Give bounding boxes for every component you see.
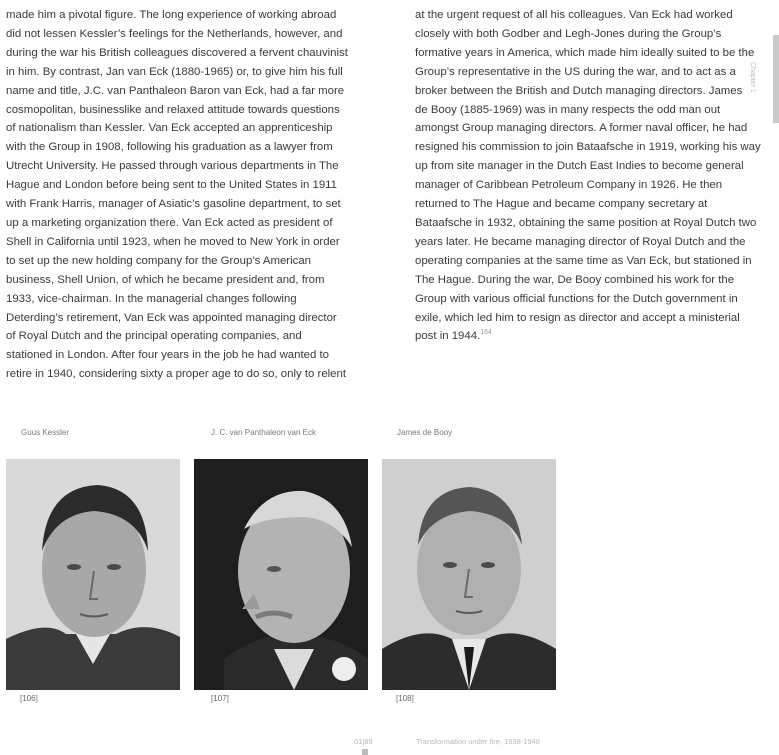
body-left-line: of Royal Dutch and the principal operating companies, and xyxy=(6,330,302,343)
running-title: Transformation under fire, 1938-1948 xyxy=(416,737,540,746)
body-right-line: exile, which led him to resign as director and accept a ministerial xyxy=(415,311,740,324)
body-left-line: retire in 1940, considering sixty a proper age to do so, only to relent xyxy=(6,368,347,381)
chapter-label: Chapter 1 xyxy=(749,62,756,93)
chapter-tab[interactable] xyxy=(773,35,779,123)
body-right-line: broker between the British and Dutch managing directors. James xyxy=(415,84,743,97)
body-left-line: up a marketing organization there. Van Eck acted as president of xyxy=(6,216,333,229)
body-left-line: 1933, vice-chairman. In the managerial changes following xyxy=(6,292,297,305)
photo-caption-de-booy: James de Booy xyxy=(397,428,453,437)
plate-number-108: [108] xyxy=(396,694,414,703)
body-right-line: at the urgent request of all his colleagues. Van Eck had worked xyxy=(415,9,733,21)
body-right-line: resigned his commission to join Bataafsche in 1919, working his way xyxy=(415,141,761,154)
body-right-line: manager of Caribbean Petroleum Company in 1926. He then xyxy=(415,179,723,192)
body-right-line: amongst Group managing directors. A former naval officer, he had xyxy=(415,122,748,135)
body-right-line: returned to The Hague and became company secretary at xyxy=(415,198,708,211)
body-left-line: in him. By contrast, Jan van Eck (1880-1965) or, to give him his full xyxy=(6,65,343,78)
body-right-line: de Booy (1885-1969) was in many respects the odd man out xyxy=(415,103,721,116)
body-left-line: Shell in California until 1923, when he moved to New York in order xyxy=(6,235,340,248)
portrait-kessler xyxy=(6,459,180,690)
body-left-line: Deterding’s retirement, Van Eck was appointed managing director xyxy=(6,311,337,324)
body-right-line: closely with both Godber and Legh-Jones during the Group’s xyxy=(415,27,722,40)
body-left-line: during the war his British colleagues discovered a fervent chauvinist xyxy=(6,46,348,59)
body-right-line: The Hague. During the war, De Booy combined his work for the xyxy=(415,273,735,286)
body-left-line: name and title, J.C. van Panthaleon Baron van Eck, had a far more xyxy=(6,84,345,97)
body-left-line: with the Group in 1908, following his graduation as a lawyer from xyxy=(6,141,333,154)
body-right-line: years later. He became managing director of Royal Dutch and the xyxy=(415,235,746,248)
body-right-line: up from site manager in the Dutch East Indies to become general xyxy=(415,160,744,173)
portrait-van-eck xyxy=(194,459,368,690)
body-left-line: stationed in London. After four years in the job he had wanted to xyxy=(6,349,329,362)
body-left-line: business, Shell Union, of which he became president and, from xyxy=(6,273,325,286)
body-right-line: Group with various official functions for the Dutch government in xyxy=(415,292,738,305)
body-left-line: of nationalism than Kessler. Van Eck accepted an apprenticeship xyxy=(6,122,333,135)
body-right-line: formative years in America, which made him ideally suited to be the xyxy=(415,46,755,59)
plate-number-107: [107] xyxy=(211,694,229,703)
footnote-reference[interactable]: 164 xyxy=(480,329,492,337)
body-right-line: post in 1944.$^{164}$ xyxy=(415,329,492,343)
photo-caption-van-eck: J. C. van Panthaleon van Eck xyxy=(211,428,316,437)
plate-number-106: [106] xyxy=(20,694,38,703)
body-left-line: Utrecht University. He passed through various departments in The xyxy=(6,160,339,173)
body-left-line: cosmopolitan, businesslike and relaxed attitude towards questions xyxy=(6,103,340,116)
page-marker xyxy=(362,749,368,755)
body-left-line: with Frank Harris, manager of Asiatic’s gasoline department, to set xyxy=(6,198,341,211)
body-right-line: operating companies at the same time as Van Eck, but stationed in xyxy=(415,254,752,267)
body-left-line: to set up the new holding company for the Group’s American xyxy=(6,254,311,267)
body-column-left xyxy=(6,6,348,384)
photo-caption-kessler: Guus Kessler xyxy=(21,428,70,437)
body-right-line: Group’s representative in the US during the war, and to act as a xyxy=(415,65,736,78)
body-left-line: did not lessen Kessler’s feelings for the Netherlands, however, and xyxy=(6,27,343,40)
page-number: 01|89 xyxy=(354,737,373,746)
portrait-de-booy xyxy=(382,459,556,690)
body-left-line: Hague and London before being sent to the United States in 1911 xyxy=(6,179,338,192)
body-right-line: Bataafsche in 1932, obtaining the same position at Royal Dutch two xyxy=(415,216,757,229)
body-left-line: made him a pivotal figure. The long experience of working abroad xyxy=(6,9,337,21)
